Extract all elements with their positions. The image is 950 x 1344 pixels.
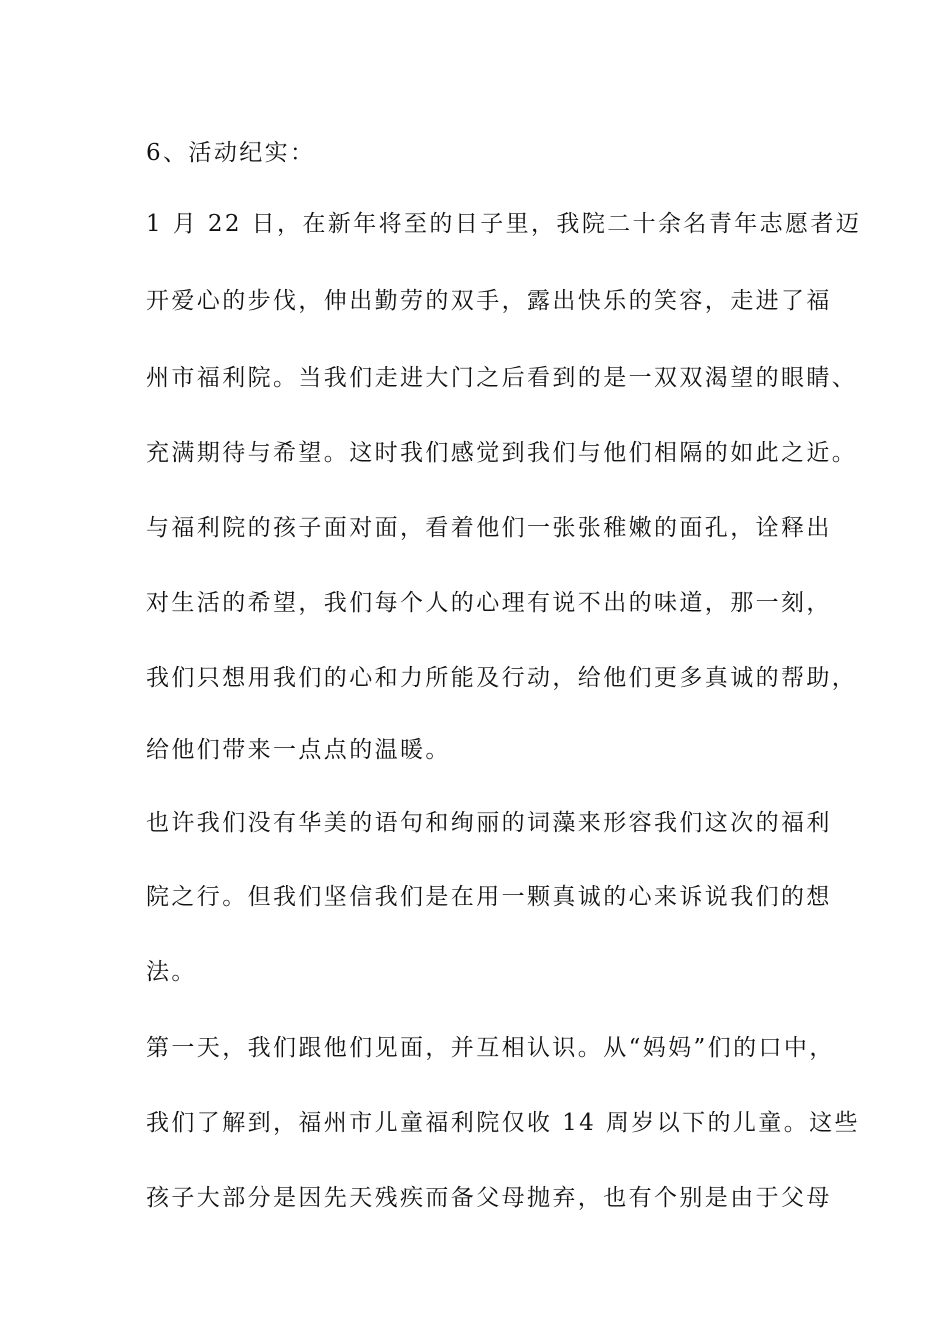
paragraph-line: 我们了解到，福州市儿童福利院仅收 14 周岁以下的儿童。这些: [146, 1110, 860, 1136]
paragraph-line: 第一天，我们跟他们见面，并互相认识。从“妈妈”们的口中，: [146, 1035, 835, 1061]
paragraph-line: 开爱心的步伐，伸出勤劳的双手，露出快乐的笑容，走进了福: [146, 288, 832, 314]
paragraph-line: 与福利院的孩子面对面，看着他们一张张稚嫩的面孔，诠释出: [146, 515, 832, 541]
paragraph-line: 对生活的希望，我们每个人的心理有说不出的味道，那一刻，: [146, 590, 832, 616]
paragraph-line: 我们只想用我们的心和力所能及行动，给他们更多真诚的帮助，: [146, 665, 858, 691]
paragraph-line: 1 月 22 日，在新年将至的日子里，我院二十余名青年志愿者迈: [146, 211, 862, 237]
paragraph-line: 州市福利院。当我们走进大门之后看到的是一双双渴望的眼睛、: [146, 365, 858, 391]
paragraph-line: 法。: [146, 959, 197, 985]
section-heading: 6、活动纪实：: [146, 140, 316, 166]
paragraph-line: 孩子大部分是因先天残疾而备父母抛弃，也有个别是由于父母: [146, 1185, 832, 1211]
paragraph-line: 也许我们没有华美的语句和绚丽的词藻来形容我们这次的福利: [146, 810, 832, 836]
paragraph-line: 给他们带来一点点的温暖。: [146, 737, 451, 763]
paragraph-line: 院之行。但我们坚信我们是在用一颗真诚的心来诉说我们的想: [146, 884, 832, 910]
paragraph-line: 充满期待与希望。这时我们感觉到我们与他们相隔的如此之近。: [146, 440, 858, 466]
